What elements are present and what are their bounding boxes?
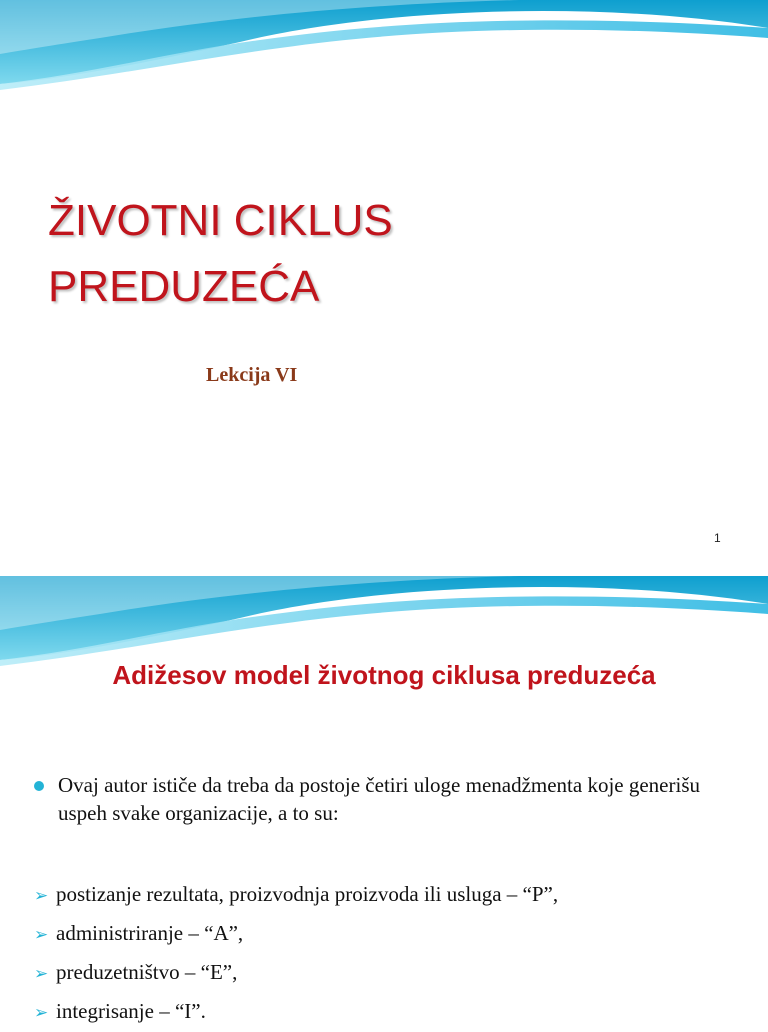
slide-title <box>48 188 393 320</box>
slide-subtitle: Lekcija VI <box>206 364 298 386</box>
arrow-bullet-icon: ➢ <box>34 964 49 983</box>
arrow-bullet-icon: ➢ <box>34 1003 49 1022</box>
list-item <box>34 876 558 915</box>
title-line-2: PREDUZEĆA <box>48 262 320 311</box>
list-item <box>34 915 558 954</box>
list-item-text: integrisanje – “I”. <box>56 999 206 1023</box>
slide-2 <box>0 576 768 1024</box>
arrow-bullet-icon: ➢ <box>34 886 49 905</box>
list-item <box>34 954 558 993</box>
intro-paragraph <box>34 771 754 827</box>
list-item-text: postizanje rezultata, proizvodnja proizvoda ili usluga – “P”, <box>56 882 559 906</box>
title-line-1: ŽIVOTNI CIKLUS <box>48 196 393 245</box>
list-item-text: administriranje – “A”, <box>56 921 244 945</box>
list-item-text: preduzetništvo – “E”, <box>56 960 238 984</box>
page-number: 1 <box>714 531 721 545</box>
bullet-dot-icon <box>34 781 44 791</box>
intro-text: Ovaj autor ističe da treba da postoje četiri uloge menadžmenta koje generišu uspeh svake organizacije, a to su: <box>58 773 701 825</box>
slide-title: Adižesov model životnog ciklusa preduzeća <box>112 660 656 690</box>
wave-decoration <box>0 0 768 90</box>
arrow-bullet-icon: ➢ <box>34 925 49 944</box>
list-item <box>34 993 558 1032</box>
roles-list <box>34 876 558 1032</box>
wave-decoration <box>0 576 768 666</box>
